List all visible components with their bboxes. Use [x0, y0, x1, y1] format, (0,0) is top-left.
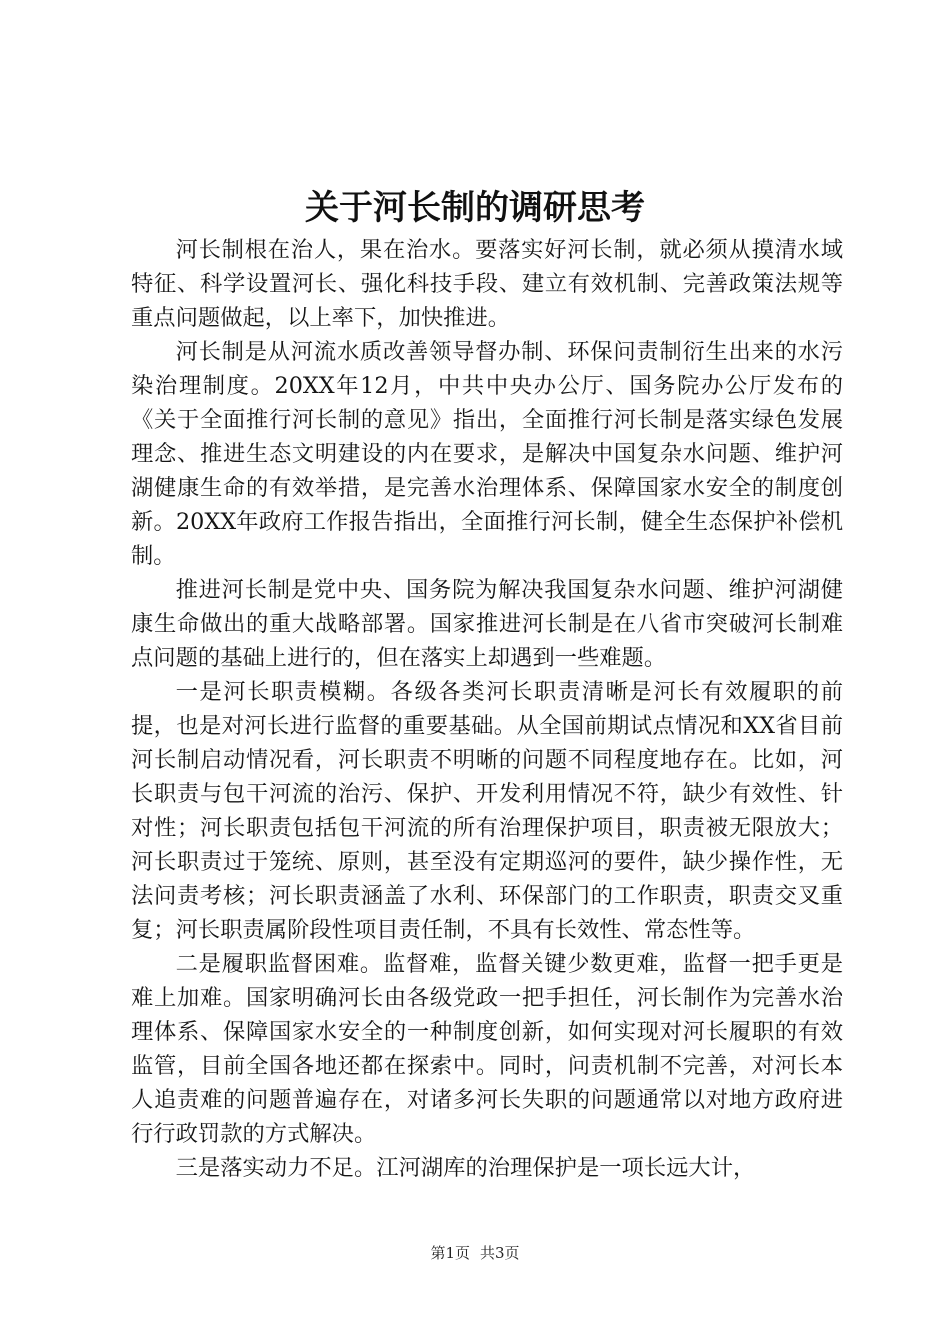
- page-footer: [0, 1242, 950, 1264]
- paragraph: 河长制是从河流水质改善领导督办制、环保问责制衍生出来的水污染治理制度。20XX年12月，中共中央办公厅、国务院办公厅发布的《关于全面推行河长制的意见》指出，全面推行河长制是落实绿色发展理念、推进生态文明建设的内在要求，是解决中国复杂水问题、维护河湖健康生命的有效举措，是完善水治理体系、保障国家水安全的制度创新。20XX年政府工作报告指出，全面推行河长制，健全生态保护补偿机制。: [131, 339, 843, 569]
- paragraph: 三是落实动力不足。江河湖库的治理保护是一项长远大计，: [175, 1155, 756, 1181]
- page-total: 共3页: [480, 1244, 520, 1262]
- page-number: 第1页: [430, 1244, 470, 1262]
- document-title: 关于河长制的调研思考: [305, 188, 645, 228]
- paragraph: 二是履职监督困难。监督难，监督关键少数更难，监督一把手更是难上加难。国家明确河长由各级党政一把手担任，河长制作为完善水治理体系、保障国家水安全的一种制度创新，如何实现对河长履职的有效监管，目前全国各地还都在探索中。同时，问责机制不完善，对河长本人追责难的问题普遍存在，对诸多河长失职的问题通常以对地方政府进行行政罚款的方式解决。: [131, 951, 843, 1147]
- paragraph: 推进河长制是党中央、国务院为解决我国复杂水问题、维护河湖健康生命做出的重大战略部署。国家推进河长制是在八省市突破河长制难点问题的基础上进行的，但在落实上却遇到一些难题。: [131, 577, 843, 671]
- paragraph: 河长制根在治人，果在治水。要落实好河长制，就必须从摸清水域特征、科学设置河长、强化科技手段、建立有效机制、完善政策法规等重点问题做起，以上率下，加快推进。: [131, 237, 843, 331]
- document-body: [131, 233, 843, 1185]
- paragraph: 一是河长职责模糊。各级各类河长职责清晰是河长有效履职的前提，也是对河长进行监督的重要基础。从全国前期试点情况和XX省目前河长制启动情况看，河长职责不明晰的问题不同程度地存在。比如，河长职责与包干河流的治污、保护、开发利用情况不符，缺少有效性、针对性；河长职责包括包干河流的所有治理保护项目，职责被无限放大；河长职责过于笼统、原则，甚至没有定期巡河的要件，缺少操作性，无法问责考核；河长职责涵盖了水利、环保部门的工作职责，职责交叉重复；河长职责属阶段性项目责任制，不具有长效性、常态性等。: [131, 679, 843, 943]
